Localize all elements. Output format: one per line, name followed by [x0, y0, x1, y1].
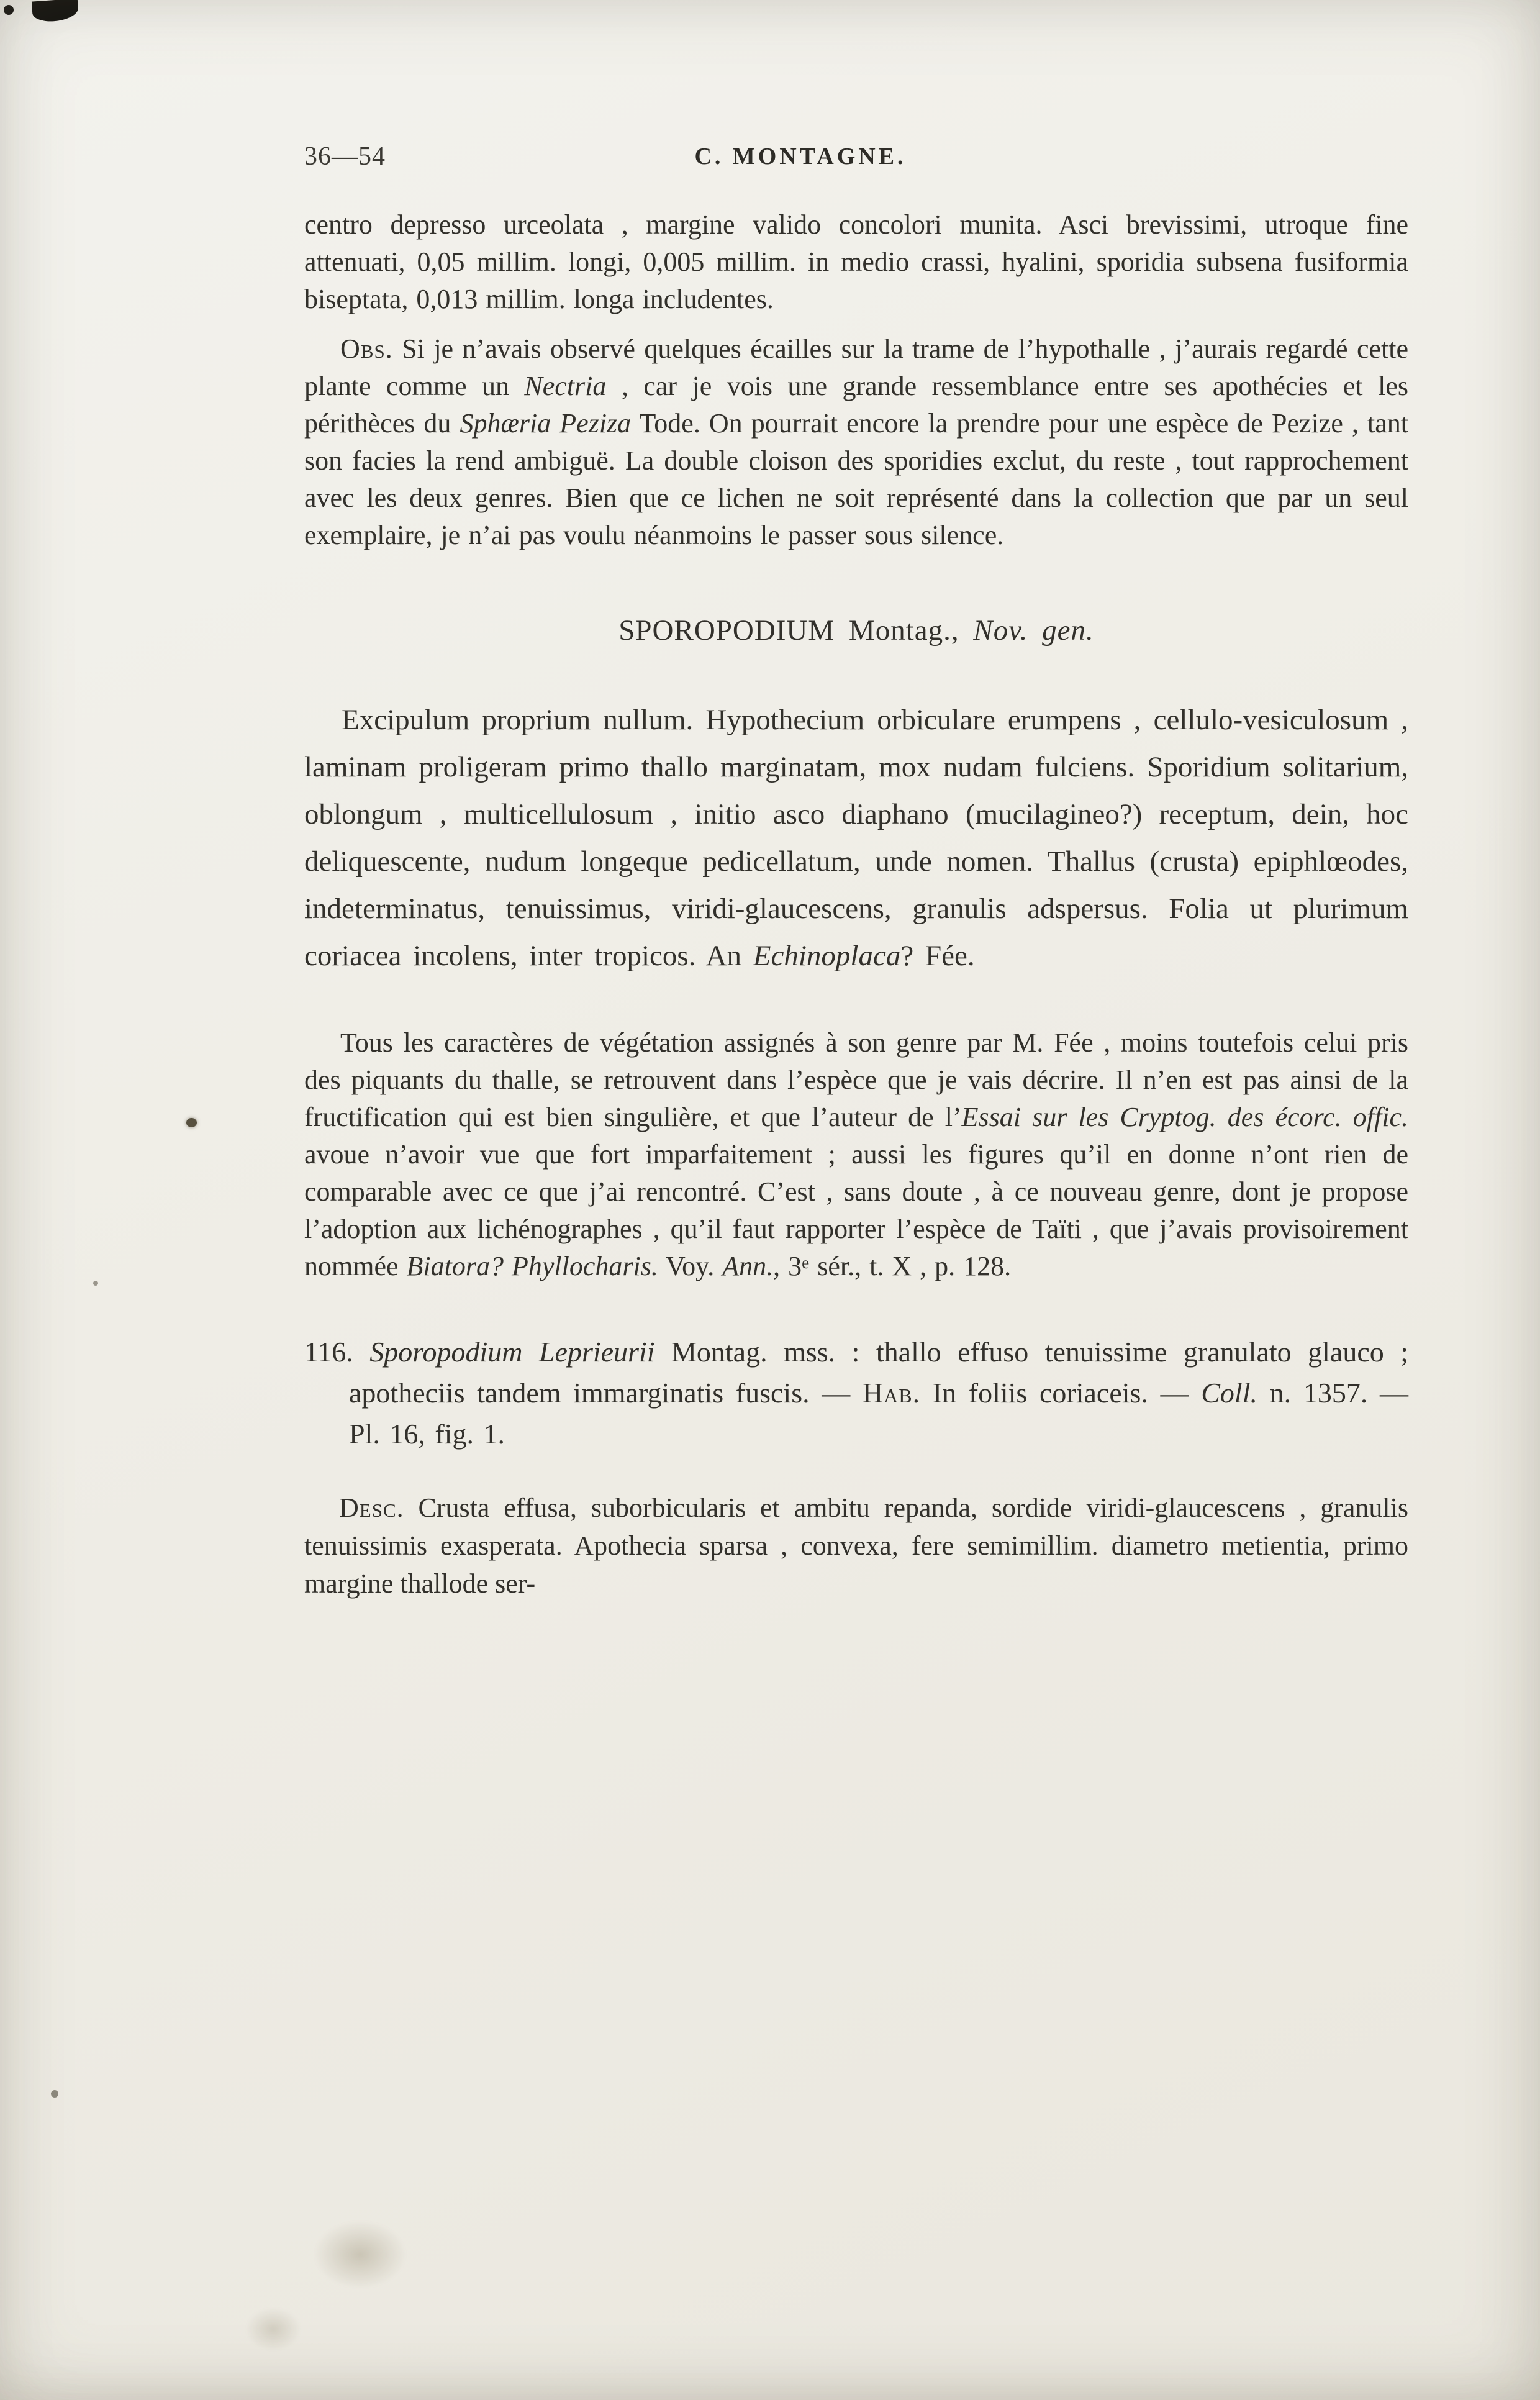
small-speck	[93, 1281, 98, 1286]
page-number: 36—54	[304, 142, 386, 171]
paragraph-obs: Obs. Si je n’avais observé quelques écailles sur la trame de l’hypothalle , j’aurais regardé cette plante comme un Nectria , car je vois une grande ressemblance entre ses apothécies et les périthèces du Sphæria Peziza Tode. On pourrait encore la prendre pour une espèce de Pezize , tant son facies la rend ambiguë. La double cloison des sporidies exclut, du reste , tout rapprochement avec les deux genres. Bien que ce lichen ne soit représenté dans la collection que par un seul exemplaire, je n’ai pas voulu néanmoins le passer sous silence.	[304, 334, 1409, 550]
paragraph-species-116: 116. Sporopodium Leprieurii Montag. mss. : thallo effuso tenuissime granulato glauco ; apotheciis tandem immarginatis fuscis. — Hab. In foliis coriaceis. — Coll. n. 1357. — Pl. 16, fig. 1.	[304, 1336, 1408, 1450]
scan-corner-dot	[4, 5, 14, 15]
ink-speck	[186, 1118, 197, 1127]
paragraph-genus-diagnosis: Excipulum proprium nullum. Hypothecium orbiculare erumpens , cellulo-vesiculosum , laminam proligeram primo thallo marginatam, mox nudam fulciens. Sporidium solitarium, oblongum , multicellulosum , initio asco diaphano (mucilagineo?) receptum, dein, hoc deliquescente, nudum longeque pedicellatum, unde nomen. Thallus (crusta) epiphlœodes, indeterminatus, tenuissimus, viridi-glaucescens, granulis adspersus. Folia ut plurimum coriacea incolens, inter tropicos. An Echinoplaca? Fée.	[304, 704, 1408, 972]
paragraph-desc: Desc. Crusta effusa, suborbicularis et ambitu repanda, sordide viridi-glaucescens , granulis tenuissimis exasperata. Apothecia sparsa , convexa, fere semimillim. diametro metientia, primo margine thallode ser-	[304, 1493, 1408, 1599]
page-body	[304, 206, 1408, 1602]
scan-corner-mark	[32, 0, 79, 23]
genus-heading: SPOROPODIUM Montag., Nov. gen.	[618, 614, 1094, 647]
paragraph-discussion: Tous les caractères de végétation assignés à son genre par M. Fée , moins toutefois celui pris des piquants du thalle, se retrouvent dans l’espèce que je vais décrire. Il n’en est pas ainsi de la fructification qui est bien singulière, et que l’auteur de l’Essai sur les Cryptog. des écorc. offic. avoue n’avoir vue que fort imparfaitement ; aussi les figures qu’il en donne n’ont rien de comparable avec ce que j’ai rencontré. C’est , sans doute , à ce nouveau genre, dont je propose l’adoption aux lichénographes , qu’il faut rapporter l’espèce de Taïti , que j’avais provisoirement nommée Biatora? Phyllocharis. Voy. Ann., 3e sér., t. X , p. 128.	[304, 1027, 1408, 1281]
running-title: C. MONTAGNE.	[694, 143, 907, 170]
paper-stain-2	[245, 2307, 301, 2351]
text-block	[304, 142, 1408, 1602]
paragraph-latin-continuation: centro depresso urceolata , margine valido concolori munita. Asci brevissimi, utroque fine attenuati, 0,05 millim. longi, 0,005 millim. in medio crassi, hyalini, sporidia subsena fusiformia biseptata, 0,013 millim. longa includentes.	[304, 209, 1408, 314]
paper-stain	[314, 2220, 407, 2289]
left-margin-mark	[51, 2090, 58, 2098]
page-header	[304, 142, 1408, 176]
